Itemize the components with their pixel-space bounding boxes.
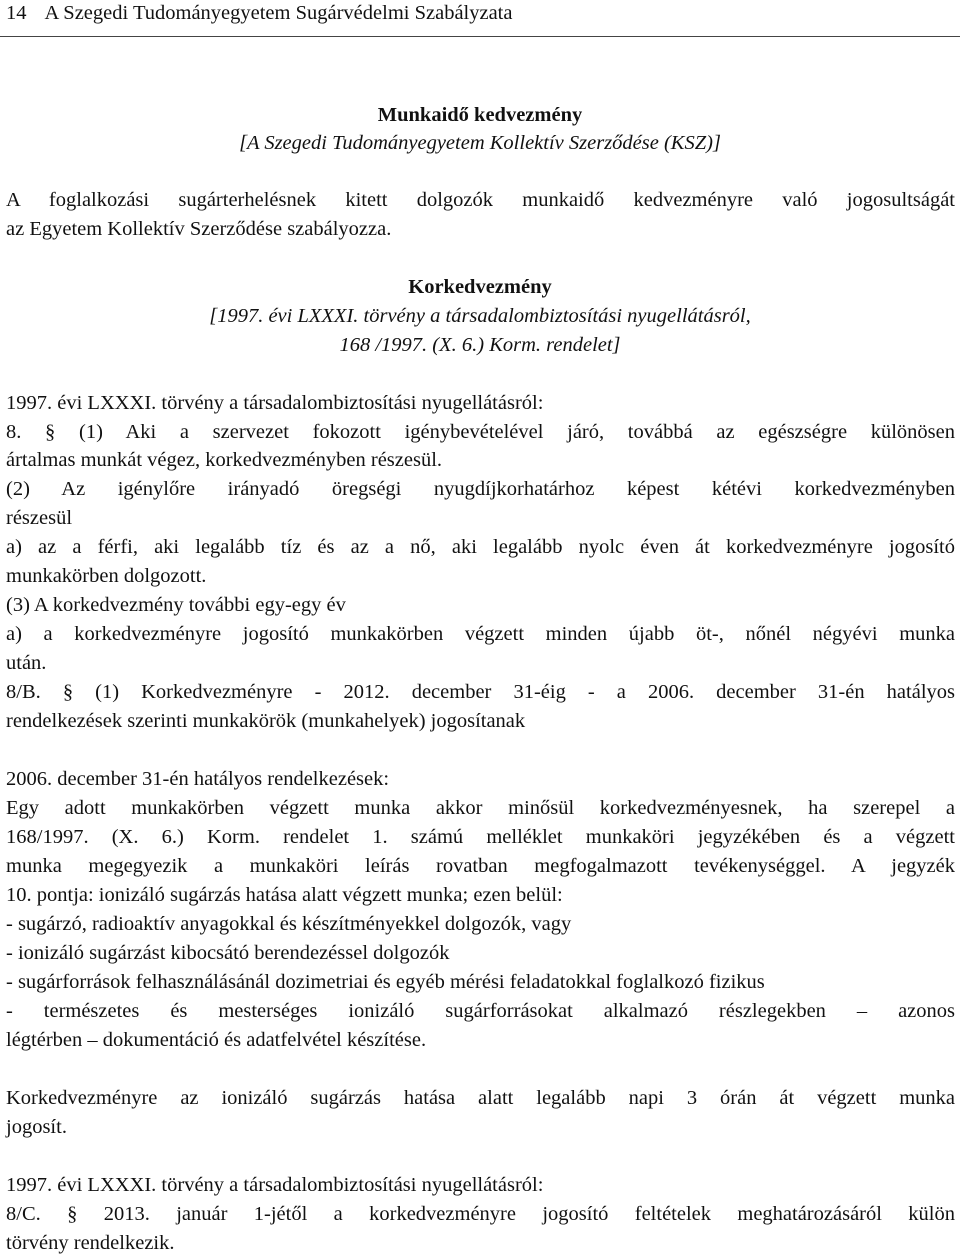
list-item: - sugárzó, radioaktív anyagokkal és készítményekkel dolgozók, vagy <box>6 913 572 935</box>
section-title-munkaido: Munkaidő kedvezmény <box>377 104 583 126</box>
section-title-korkedvezmeny: Korkedvezmény <box>408 276 552 298</box>
list-item: - sugárforrások felhasználásánál dozimetriai és egyéb mérési feladatokkal foglalkozó fizikus <box>6 971 765 993</box>
paragraph-line: munka megegyezik a munkaköri leírás rovatban megfogalmazott tevékenységgel. A jegyzék <box>6 855 955 877</box>
paragraph-line: után. <box>6 652 47 674</box>
paragraph-line: 8. § (1) Aki a szervezet fokozott igénybevételével járó, továbbá az egészségre különösen <box>6 421 955 443</box>
paragraph-line: (2) Az igénylőre irányadó öregségi nyugdíjkorhatárhoz képest kétévi korkedvezményben <box>6 478 955 500</box>
paragraph-line: 8/C. § 2013. január 1-jétől a korkedvezményre jogosító feltételek meghatározásáról külön <box>6 1203 955 1225</box>
section-subtitle-line: [1997. évi LXXXI. törvény a társadalombiztosítási nyugellátásról, <box>209 305 751 327</box>
list-item: - természetes és mesterséges ionizáló sugárforrásokat alkalmazó részlegekben – azonos <box>6 1000 955 1022</box>
paragraph-line: a) a korkedvezményre jogosító munkakörben végzett minden újabb öt-, nőnél négyévi munka <box>6 623 955 645</box>
paragraph-line: (3) A korkedvezmény további egy-egy év <box>6 594 346 616</box>
page-number: 14 <box>6 2 27 24</box>
paragraph-line: Korkedvezményre az ionizáló sugárzás hatása alatt legalább napi 3 órán át végzett munka <box>6 1087 955 1109</box>
paragraph-line: 1997. évi LXXXI. törvény a társadalombiztosítási nyugellátásról: <box>6 1174 544 1196</box>
paragraph-line: Egy adott munkakörben végzett munka akkor minősül korkedvezményesnek, ha szerepel a <box>6 797 955 819</box>
paragraph-line: 10. pontja: ionizáló sugárzás hatása alatt végzett munka; ezen belül: <box>6 884 563 906</box>
list-item: - ionizáló sugárzást kibocsátó berendezéssel dolgozók <box>6 942 450 964</box>
paragraph-line: a) az a férfi, aki legalább tíz és az a nő, aki legalább nyolc éven át korkedvezményre jogosító <box>6 536 955 558</box>
paragraph-line: jogosít. <box>6 1116 67 1138</box>
paragraph-line: 2006. december 31-én hatályos rendelkezések: <box>6 768 390 790</box>
paragraph-line: részesül <box>6 507 73 529</box>
paragraph-line: 1997. évi LXXXI. törvény a társadalombiztosítási nyugellátásról: <box>6 392 544 414</box>
paragraph-line: munkakörben dolgozott. <box>6 565 207 587</box>
list-item: légtérben – dokumentáció és adatfelvétel készítése. <box>6 1029 427 1051</box>
paragraph-line: ártalmas munkát végez, korkedvezményben részesül. <box>6 449 443 471</box>
paragraph-line: 8/B. § (1) Korkedvezményre - 2012. december 31-éig - a 2006. december 31-én hatályos <box>6 681 955 703</box>
paragraph-line: az Egyetem Kollektív Szerződése szabályozza. <box>6 218 392 240</box>
header-rule <box>0 36 960 37</box>
paragraph-line: törvény rendelkezik. <box>6 1232 175 1254</box>
paragraph-line: A foglalkozási sugárterhelésnek kitett dolgozók munkaidő kedvezményre való jogosultságát <box>6 189 955 211</box>
section-subtitle-ksz: [A Szegedi Tudományegyetem Kollektív Szerződése (KSZ)] <box>239 132 721 154</box>
paragraph-line: rendelkezések szerinti munkakörök (munkahelyek) jogosítanak <box>6 710 526 732</box>
header-title: A Szegedi Tudományegyetem Sugárvédelmi Szabályzata <box>44 2 513 24</box>
page-header <box>6 1 960 25</box>
section-subtitle-line: 168 /1997. (X. 6.) Korm. rendelet] <box>339 334 621 356</box>
paragraph-line: 168/1997. (X. 6.) Korm. rendelet 1. számú melléklet munkaköri jegyzékében és a végzett <box>6 826 955 848</box>
